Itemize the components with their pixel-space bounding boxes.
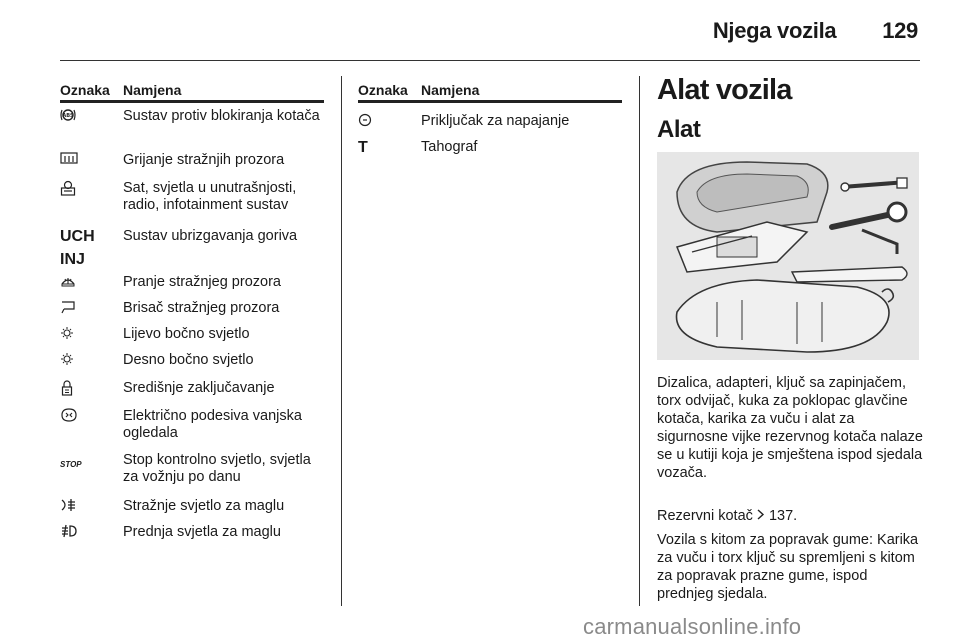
table-row [60, 326, 324, 352]
column-header-purpose: Namjena [421, 82, 480, 98]
row-text: Pranje stražnjeg prozora [123, 274, 281, 290]
row-text: Brisač stražnjeg prozora [123, 300, 280, 316]
row-text: Grijanje stražnjih prozora [123, 152, 285, 168]
table-row [60, 524, 324, 550]
page-number: 129 [882, 18, 918, 43]
page-header [713, 18, 918, 44]
row-text: Sat, svjetla u unutrašnjosti, radio, infotainment sustav [123, 180, 297, 213]
left-side-light-icon [60, 326, 74, 344]
power-outlet-icon [358, 113, 372, 131]
table-row [60, 152, 324, 178]
table-row [60, 498, 324, 524]
rear-washer-icon [60, 274, 76, 292]
table-header [358, 76, 622, 103]
mirror-adjust-icon [60, 408, 78, 426]
symbol-table-1 [60, 76, 324, 103]
right-side-light-icon [60, 352, 74, 370]
row-symbol: UCH INJ [60, 228, 95, 268]
paragraph-repair-kit: Vozila s kitom za popravak gume: Karika za vuču i torx ključ su spremljeni s kitom za popravak prazne gume, ispod prednjeg sjedala. [657, 532, 919, 602]
table-row [60, 452, 324, 494]
column-header-symbol: Oznaka [358, 82, 408, 98]
row-text: Središnje zaključavanje [123, 380, 275, 396]
row-text: Stop kontrolno svjetlo, svjetla za vožnju po danu [123, 452, 311, 485]
row-symbol: T [358, 139, 368, 156]
clock-radio-icon [60, 180, 76, 200]
table-row [358, 139, 622, 165]
paragraph-spare-wheel: Rezervni kotač 137. [657, 508, 798, 524]
table-row [60, 274, 324, 300]
rear-fog-light-icon [60, 498, 78, 516]
paragraph-tools: Dizalica, adapteri, ključ sa zapinjačem, torx odvijač, kuka za poklopac glavčine kotača, karika za vuču i alat za sigurnosne vijke rezervnog kotača nalaze se u kutiji koja je smještena ispod sjedala vozača. [657, 375, 923, 481]
row-text: Prednja svjetla za maglu [123, 524, 281, 540]
table-row [60, 352, 324, 380]
page-title: Njega vozila [712, 18, 837, 43]
tool-kit-illustration [657, 152, 919, 360]
column-divider [639, 76, 640, 606]
table-row [358, 113, 622, 139]
central-locking-icon [60, 380, 74, 400]
rear-wiper-icon [60, 300, 76, 318]
row-text: Desno bočno svjetlo [123, 352, 254, 368]
table-header [60, 76, 324, 103]
table-row [60, 180, 324, 222]
table-row [60, 380, 324, 408]
watermark: carmanualsonline.info [583, 614, 802, 639]
section-subtitle: Alat [657, 116, 701, 143]
row-text: Lijevo bočno svjetlo [123, 326, 250, 342]
symbol-table-2 [358, 76, 622, 165]
table-row [60, 108, 324, 144]
column-header-symbol: Oznaka [60, 82, 110, 98]
rear-window-heating-icon [60, 152, 78, 170]
page-reference-link[interactable]: 137. [768, 508, 798, 524]
column-header-purpose: Namjena [123, 82, 182, 98]
row-text: Sustav protiv blokiranja kotača [123, 108, 320, 124]
column-divider [341, 76, 342, 606]
table-row [60, 300, 324, 326]
section-title: Alat vozila [657, 74, 792, 106]
abs-icon [60, 108, 76, 126]
header-divider [60, 60, 920, 61]
front-fog-light-icon [60, 524, 78, 542]
table-row [60, 228, 324, 268]
table-row [60, 408, 324, 450]
row-text: Električno podesiva vanjska ogledala [123, 408, 302, 441]
row-text: Tahograf [421, 139, 478, 155]
symbol-table-1-body [60, 108, 324, 550]
page-reference-arrow-icon [757, 508, 769, 524]
row-symbol: STOP [60, 460, 82, 469]
svg-text:ABS: ABS [62, 113, 74, 119]
row-text: Sustav ubrizgavanja goriva [123, 228, 298, 244]
row-text: Priključak za napajanje [421, 113, 570, 129]
row-text: Stražnje svjetlo za maglu [123, 498, 285, 514]
